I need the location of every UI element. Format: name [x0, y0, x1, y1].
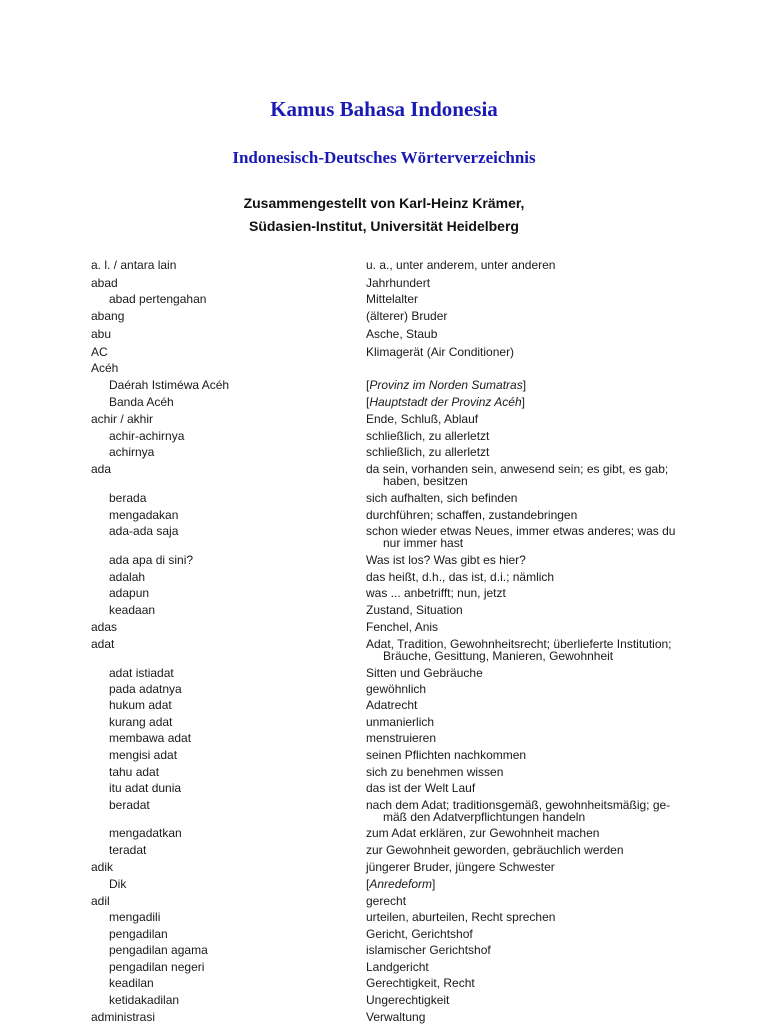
entry-definition: [366, 844, 694, 856]
entry-term: ada: [91, 462, 112, 476]
definition-text: Adatrecht: [366, 698, 418, 712]
definition-text: schließlich, zu allerletzt: [366, 429, 490, 443]
entry-term: adas: [91, 620, 118, 634]
subentry-term: kurang adat: [109, 715, 173, 729]
subentry-term: mengisi adat: [109, 748, 178, 762]
entry-definition: [366, 328, 694, 340]
definition-text: Jahrhundert: [366, 276, 431, 290]
definition-text: gewöhnlich: [366, 682, 427, 696]
entry-definition: [366, 277, 694, 289]
subentry-term: mengadili: [109, 910, 161, 924]
entry-definition: [366, 604, 694, 616]
definition-text: (älterer) Bruder: [366, 309, 448, 323]
entry-definition: [366, 1011, 694, 1023]
definition-note: Provinz im Norden Sumatras: [369, 378, 523, 392]
entry-definition: [366, 961, 694, 973]
subentry-term: keadilan: [109, 976, 154, 990]
entry-definition: [366, 944, 694, 956]
subentry-term: beradat: [109, 798, 150, 812]
definition-continuation: nur immer hast: [383, 536, 464, 550]
definition-text: menstruieren: [366, 731, 437, 745]
entry-definition: [366, 310, 694, 322]
subentry-term: mengadakan: [109, 508, 179, 522]
bracket-open: [: [366, 877, 370, 891]
definition-note: Hauptstadt der Provinz Acéh: [369, 395, 522, 409]
definition-text: seinen Pflichten nachkommen: [366, 748, 527, 762]
entry-definition: [366, 861, 694, 873]
subentry-term: pengadilan negeri: [109, 960, 205, 974]
subentry-term: pengadilan: [109, 927, 168, 941]
subentry-term: pada adatnya: [109, 682, 182, 696]
subentry-term: adapun: [109, 586, 150, 600]
entry-definition: [366, 683, 694, 695]
subentry-term: Daérah Istiméwa Acéh: [109, 378, 230, 392]
bracket-open: [: [366, 378, 370, 392]
entry-term: administrasi: [91, 1010, 156, 1024]
entry-definition: [366, 509, 694, 521]
entry-term: AC: [91, 345, 108, 359]
definition-text: urteilen, aburteilen, Recht sprechen: [366, 910, 556, 924]
bracket-close: ]: [522, 378, 527, 392]
entry-definition: [366, 446, 694, 458]
definition-text: Gerechtigkeit, Recht: [366, 976, 475, 990]
document-title: Kamus Bahasa Indonesia: [270, 97, 498, 121]
entry-definition: [366, 749, 694, 761]
definition-text: jüngerer Bruder, jüngere Schwester: [366, 860, 555, 874]
subentry-term: Banda Acéh: [109, 395, 174, 409]
entry-definition: [366, 413, 694, 425]
definition-text: Sitten und Gebräuche: [366, 666, 483, 680]
definition-text: islamischer Gerichtshof: [366, 943, 491, 957]
definition-text: Mittelalter: [366, 292, 419, 306]
entry-definition: [366, 878, 694, 890]
definition-text: sich zu benehmen wissen: [366, 765, 504, 779]
subentry-term: Dik: [109, 877, 127, 891]
definition-text: Gericht, Gerichtshof: [366, 927, 473, 941]
definition-text: Fenchel, Anis: [366, 620, 439, 634]
entry-term: abad: [91, 276, 118, 290]
entry-definition: [366, 638, 694, 662]
entry-definition: [366, 259, 694, 271]
entry-term: Acéh: [91, 361, 119, 375]
subentry-term: ada apa di sini?: [109, 553, 194, 567]
entry-definition: [366, 827, 694, 839]
bracket-close: ]: [521, 395, 525, 409]
subentry-term: pengadilan agama: [109, 943, 208, 957]
entry-definition: [366, 587, 694, 599]
entry-definition: [366, 430, 694, 442]
entry-definition: [366, 396, 694, 408]
definition-continuation: haben, besitzen: [383, 474, 468, 488]
entry-definition: [366, 994, 694, 1006]
definition-text: schließlich, zu allerletzt: [366, 445, 490, 459]
entry-definition: [366, 379, 694, 391]
entry-definition: [366, 895, 694, 907]
author-line-2: Südasien-Institut, Universität Heidelberg: [249, 218, 519, 234]
subentry-term: tahu adat: [109, 765, 160, 779]
definition-text: das heißt, d.h., das ist, d.i.; nämlich: [366, 570, 555, 584]
definition-text: Was ist los? Was gibt es hier?: [366, 553, 526, 567]
definition-text: das ist der Welt Lauf: [366, 781, 476, 795]
definition-text: Verwaltung: [366, 1010, 426, 1024]
entry-definition: [366, 571, 694, 583]
subentry-term: achirnya: [109, 445, 155, 459]
definition-text: schon wieder etwas Neues, immer etwas anderes; was du: [366, 524, 676, 538]
definition-text: durchführen; schaffen, zustandebringen: [366, 508, 578, 522]
bracket-open: [: [366, 395, 370, 409]
entry-definition: [366, 699, 694, 711]
subentry-term: adalah: [109, 570, 146, 584]
subentry-term: mengadatkan: [109, 826, 182, 840]
entry-term: adik: [91, 860, 114, 874]
entry-term: adil: [91, 894, 110, 908]
entry-term: achir / akhir: [91, 412, 154, 426]
definition-text: Ungerechtigkeit: [366, 993, 450, 1007]
definition-text: zur Gewohnheit geworden, gebräuchlich werden: [366, 843, 624, 857]
entry-term: adat: [91, 637, 115, 651]
definition-text: zum Adat erklären, zur Gewohnheit machen: [366, 826, 600, 840]
entry-definition: [366, 782, 694, 794]
definition-text: Asche, Staub: [366, 327, 438, 341]
entry-definition: [366, 525, 694, 549]
definition-continuation: mäß den Adatverpflichtungen handeln: [383, 810, 586, 824]
entry-definition: [366, 492, 694, 504]
subentry-term: teradat: [109, 843, 147, 857]
subentry-term: keadaan: [109, 603, 156, 617]
definition-text: Landgericht: [366, 960, 429, 974]
definition-text: da sein, vorhanden sein, anwesend sein; es gibt, es gab;: [366, 462, 669, 476]
entry-definition: [366, 716, 694, 728]
entry-definition: [366, 621, 694, 633]
entry-term: abu: [91, 327, 112, 341]
definition-text: gerecht: [366, 894, 407, 908]
entry-definition: [366, 346, 694, 358]
entry-definition: [366, 554, 694, 566]
entry-term: abang: [91, 309, 125, 323]
subentry-term: adat istiadat: [109, 666, 174, 680]
definition-text: unmanierlich: [366, 715, 435, 729]
entry-definition: [366, 799, 694, 823]
definition-continuation: Bräuche, Gesittung, Manieren, Gewohnheit: [383, 649, 614, 663]
subentry-term: berada: [109, 491, 147, 505]
subentry-term: ketidakadilan: [109, 993, 180, 1007]
subentry-term: abad pertengahan: [109, 292, 207, 306]
definition-text: was ... anbetrifft; nun, jetzt: [366, 586, 506, 600]
definition-text: Klimagerät (Air Conditioner): [366, 345, 515, 359]
definition-text: Adat, Tradition, Gewohnheitsrecht; überlieferte Institution;: [366, 637, 672, 651]
definition-text: Zustand, Situation: [366, 603, 463, 617]
subentry-term: ada-ada saja: [109, 524, 179, 538]
definition-text: sich aufhalten, sich befinden: [366, 491, 518, 505]
entry-definition: [366, 293, 694, 305]
entry-definition: [366, 977, 694, 989]
definition-note: Anredeform: [369, 877, 433, 891]
entry-definition: [366, 928, 694, 940]
entry-term: a. l. / antara lain: [91, 258, 177, 272]
entry-definition: [366, 766, 694, 778]
definition-text: nach dem Adat; traditionsgemäß, gewohnheitsmäßig; ge-: [366, 798, 671, 812]
entry-definition: [366, 667, 694, 679]
subentry-term: hukum adat: [109, 698, 172, 712]
entry-definition: [366, 732, 694, 744]
document-subtitle: Indonesisch-Deutsches Wörterverzeichnis: [232, 148, 536, 167]
definition-text: Ende, Schluß, Ablauf: [366, 412, 479, 426]
subentry-term: membawa adat: [109, 731, 192, 745]
author-line-1: Zusammengestellt von Karl-Heinz Krämer,: [243, 195, 525, 211]
entry-definition: [366, 463, 694, 487]
bracket-close: ]: [432, 877, 436, 891]
definition-text: u. a., unter anderem, unter anderen: [366, 258, 556, 272]
subentry-term: itu adat dunia: [109, 781, 182, 795]
subentry-term: achir-achirnya: [109, 429, 185, 443]
entry-definition: [366, 911, 694, 923]
